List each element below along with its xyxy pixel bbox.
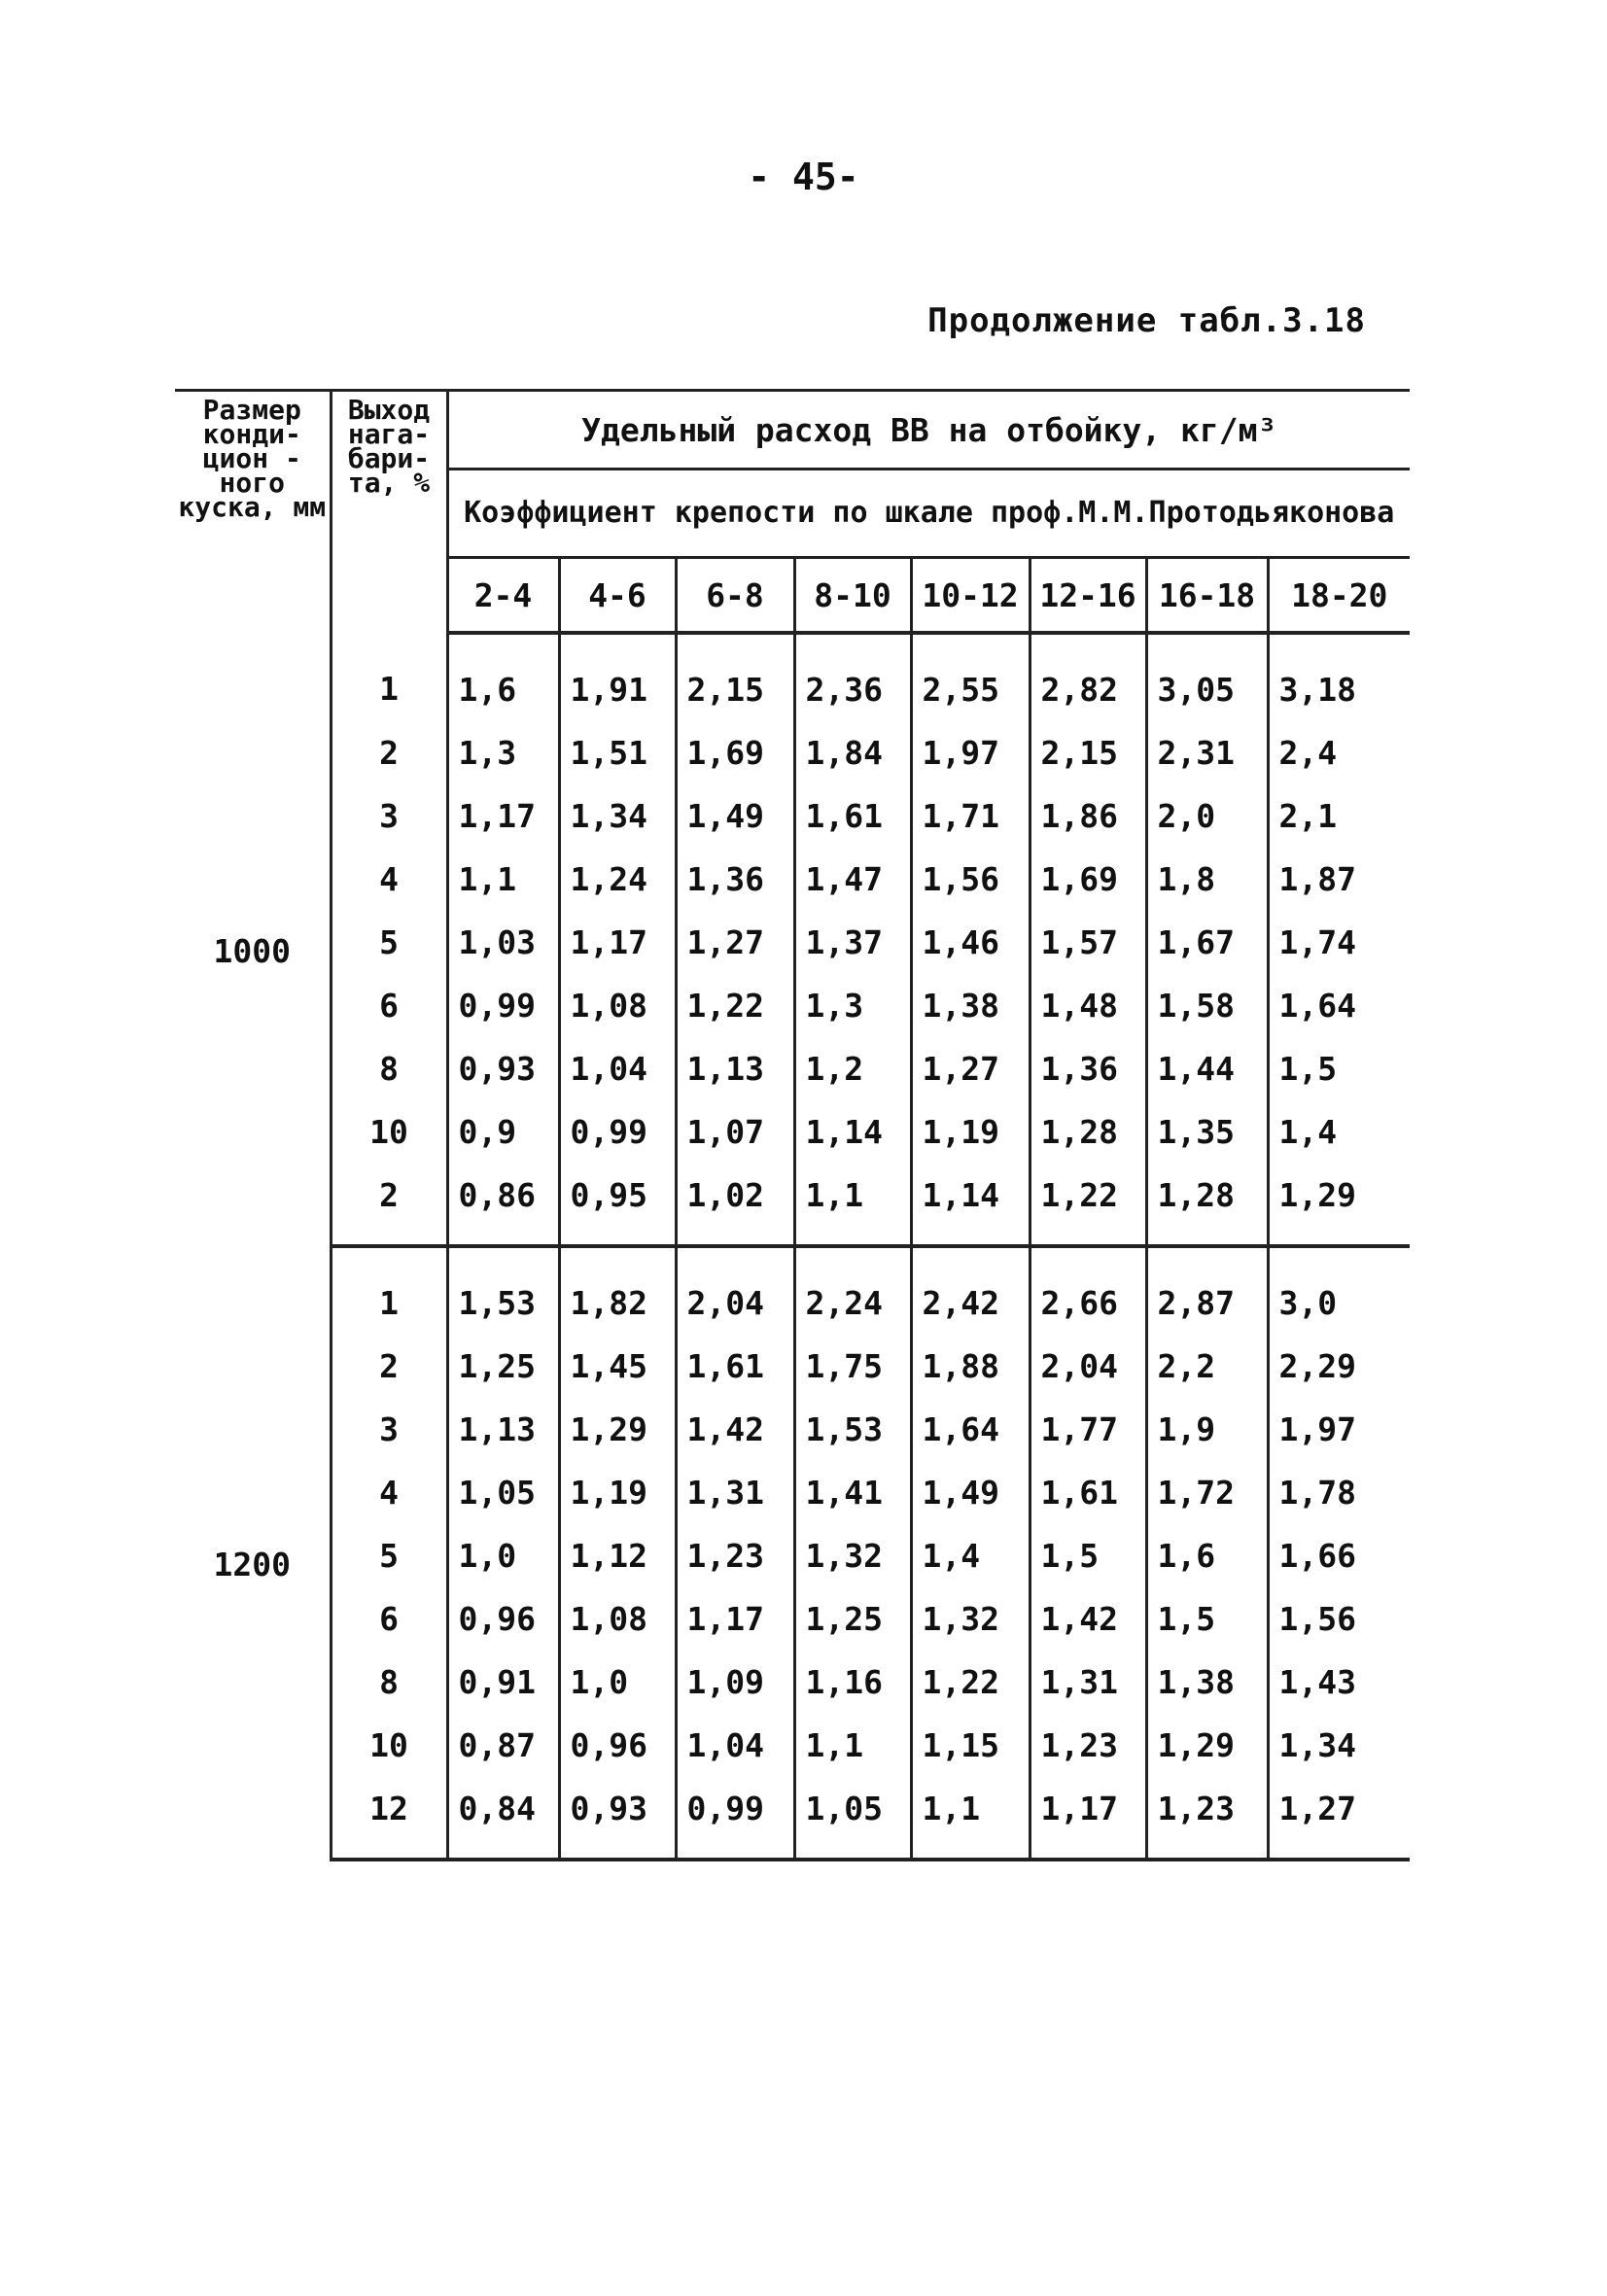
value-cell: 1,23	[1146, 1777, 1268, 1860]
value-cell: 1,6	[447, 633, 559, 721]
value-cell: 2,42	[911, 1246, 1030, 1335]
strength-column-header: 2-4	[447, 558, 559, 634]
table-row	[175, 1524, 1410, 1587]
value-cell: 1,34	[559, 784, 676, 848]
value-cell: 1,71	[911, 784, 1030, 848]
value-cell: 2,36	[794, 633, 911, 721]
value-cell: 1,3	[794, 974, 911, 1037]
yield-cell: 5	[331, 1524, 447, 1587]
value-cell: 1,02	[676, 1164, 794, 1246]
explosive-consumption-table	[175, 389, 1410, 1861]
table-caption: Продолжение табл.3.18	[927, 301, 1366, 340]
table-row	[175, 721, 1410, 784]
value-cell: 2,1	[1278, 797, 1338, 835]
value-cell: 3,18	[1278, 671, 1356, 709]
value-cell: 1,22	[1030, 1164, 1146, 1246]
value-cell: 1,66	[1278, 1537, 1356, 1575]
value-cell: 1,47	[794, 848, 911, 911]
table-row	[175, 1398, 1410, 1461]
value-cell: 1,1	[794, 1714, 911, 1777]
page-number: - 45-	[748, 156, 859, 198]
value-cell: 1,43	[1278, 1663, 1356, 1701]
value-cell: 1,1	[447, 848, 559, 911]
value-cell: 0,93	[447, 1037, 559, 1100]
value-cell: 1,64	[911, 1398, 1030, 1461]
value-cell: 1,61	[676, 1335, 794, 1398]
value-cell: 1,37	[794, 911, 911, 974]
value-cell: 1,23	[676, 1524, 794, 1587]
value-cell: 1,17	[559, 911, 676, 974]
table-row	[175, 1461, 1410, 1524]
value-cell: 1,22	[676, 974, 794, 1037]
value-cell: 3,0	[1278, 1284, 1338, 1322]
value-cell: 0,96	[559, 1714, 676, 1777]
table-row	[175, 784, 1410, 848]
size-group-cell: 1200	[175, 1246, 331, 1860]
value-cell: 2,04	[676, 1246, 794, 1335]
value-cell: 1,75	[794, 1335, 911, 1398]
value-cell: 2,55	[911, 633, 1030, 721]
yield-cell: 5	[331, 911, 447, 974]
yield-cell: 1	[331, 633, 447, 721]
yield-cell: 2	[331, 1335, 447, 1398]
table-bottom-edge	[175, 1861, 1419, 1910]
value-cell: 1,9	[1146, 1398, 1268, 1461]
value-cell: 1,28	[1146, 1164, 1268, 1246]
value-cell: 1,08	[559, 1587, 676, 1651]
value-cell: 1,32	[911, 1587, 1030, 1651]
value-cell: 2,82	[1030, 633, 1146, 721]
value-cell: 1,31	[1030, 1651, 1146, 1714]
value-cell: 2,29	[1278, 1347, 1356, 1385]
value-cell: 1,1	[911, 1777, 1030, 1860]
yield-cell: 10	[331, 1100, 447, 1164]
yield-cell: 6	[331, 1587, 447, 1651]
yield-cell: 3	[331, 1398, 447, 1461]
value-cell: 1,13	[447, 1398, 559, 1461]
value-cell: 1,5	[1146, 1587, 1268, 1651]
value-cell: 1,19	[911, 1100, 1030, 1164]
yield-cell: 2	[331, 1164, 447, 1246]
value-cell: 1,74	[1278, 923, 1356, 961]
value-cell: 2,15	[676, 633, 794, 721]
value-cell: 2,66	[1030, 1246, 1146, 1335]
size-group-cell: 1000	[175, 633, 331, 1246]
value-cell: 1,25	[794, 1587, 911, 1651]
value-cell: 1,77	[1030, 1398, 1146, 1461]
value-cell: 1,23	[1030, 1714, 1146, 1777]
value-cell: 3,05	[1146, 633, 1268, 721]
value-cell: 0,9	[447, 1100, 559, 1164]
yield-cell: 8	[331, 1651, 447, 1714]
value-cell: 0,96	[447, 1587, 559, 1651]
yield-cell: 8	[331, 1037, 447, 1100]
table-row	[175, 911, 1410, 974]
value-cell: 1,49	[676, 784, 794, 848]
value-cell: 1,8	[1146, 848, 1268, 911]
value-cell: 1,17	[447, 784, 559, 848]
value-cell: 1,64	[1278, 987, 1356, 1025]
value-cell: 1,27	[1268, 1777, 1410, 1860]
value-cell: 2,04	[1030, 1335, 1146, 1398]
value-cell: 2,4	[1278, 734, 1338, 772]
value-cell: 1,14	[911, 1164, 1030, 1246]
value-cell: 1,91	[559, 633, 676, 721]
value-cell: 1,45	[559, 1335, 676, 1398]
value-cell: 1,0	[447, 1524, 559, 1587]
value-cell: 1,15	[911, 1714, 1030, 1777]
value-cell: 1,04	[559, 1037, 676, 1100]
value-cell: 1,14	[794, 1100, 911, 1164]
value-cell: 1,09	[676, 1651, 794, 1714]
value-cell: 1,84	[794, 721, 911, 784]
value-cell: 1,22	[911, 1651, 1030, 1714]
yield-cell: 6	[331, 974, 447, 1037]
value-cell: 1,24	[559, 848, 676, 911]
value-cell: 1,04	[676, 1714, 794, 1777]
table-row	[175, 1164, 1410, 1246]
value-cell: 1,61	[794, 784, 911, 848]
table-row	[175, 1100, 1410, 1164]
value-cell: 1,03	[447, 911, 559, 974]
value-cell: 0,86	[447, 1164, 559, 1246]
value-cell: 1,88	[911, 1335, 1030, 1398]
value-cell: 1,13	[676, 1037, 794, 1100]
value-cell: 1,87	[1278, 860, 1356, 898]
value-cell: 1,42	[1030, 1587, 1146, 1651]
strength-column-header: 16-18	[1146, 558, 1268, 634]
value-cell: 1,61	[1030, 1461, 1146, 1524]
value-cell: 1,05	[447, 1461, 559, 1524]
value-cell: 1,08	[559, 974, 676, 1037]
value-cell: 1,56	[1278, 1600, 1356, 1638]
value-cell: 1,19	[559, 1461, 676, 1524]
value-cell: 1,05	[794, 1777, 911, 1860]
value-cell: 0,91	[447, 1651, 559, 1714]
value-cell: 1,1	[794, 1164, 911, 1246]
value-cell: 1,69	[1030, 848, 1146, 911]
value-cell: 1,27	[911, 1037, 1030, 1100]
yield-cell: 12	[331, 1777, 447, 1860]
value-cell: 1,82	[559, 1246, 676, 1335]
value-cell: 1,97	[911, 721, 1030, 784]
value-cell: 1,29	[559, 1398, 676, 1461]
value-cell: 1,12	[559, 1524, 676, 1587]
yield-cell: 1	[331, 1246, 447, 1335]
value-cell: 0,95	[559, 1164, 676, 1246]
value-cell: 1,4	[911, 1524, 1030, 1587]
value-cell: 1,67	[1146, 911, 1268, 974]
table-row	[175, 974, 1410, 1037]
value-cell: 1,34	[1278, 1726, 1356, 1764]
strength-column-header: 6-8	[676, 558, 794, 634]
table-row	[175, 1587, 1410, 1651]
value-cell: 1,4	[1278, 1113, 1338, 1151]
value-cell: 1,58	[1146, 974, 1268, 1037]
value-cell: 1,2	[794, 1037, 911, 1100]
value-cell: 1,78	[1278, 1474, 1356, 1512]
value-cell: 1,17	[1030, 1777, 1146, 1860]
value-cell: 1,27	[676, 911, 794, 974]
value-cell: 2,87	[1146, 1246, 1268, 1335]
value-cell: 0,99	[559, 1100, 676, 1164]
value-cell: 1,72	[1146, 1461, 1268, 1524]
value-cell: 1,17	[676, 1587, 794, 1651]
value-cell: 1,31	[676, 1461, 794, 1524]
value-cell: 0,99	[676, 1777, 794, 1860]
value-cell: 1,53	[447, 1246, 559, 1335]
value-cell: 1,49	[911, 1461, 1030, 1524]
yield-cell: 10	[331, 1714, 447, 1777]
value-cell: 1,69	[676, 721, 794, 784]
table-row	[175, 1246, 1410, 1335]
header-yield-column: Выход нага- бари- та, %	[331, 391, 447, 634]
value-cell: 1,29	[1146, 1714, 1268, 1777]
value-cell: 1,97	[1278, 1410, 1356, 1448]
value-cell: 2,2	[1146, 1335, 1268, 1398]
strength-column-header: 10-12	[911, 558, 1030, 634]
yield-cell: 4	[331, 848, 447, 911]
value-cell: 1,35	[1146, 1100, 1268, 1164]
value-cell: 1,41	[794, 1461, 911, 1524]
table-row	[175, 1651, 1410, 1714]
value-cell: 1,5	[1030, 1524, 1146, 1587]
value-cell: 1,56	[911, 848, 1030, 911]
yield-cell: 3	[331, 784, 447, 848]
value-cell: 1,07	[676, 1100, 794, 1164]
strength-column-header: 4-6	[559, 558, 676, 634]
table-row	[175, 1335, 1410, 1398]
value-cell: 1,86	[1030, 784, 1146, 848]
value-cell: 2,15	[1030, 721, 1146, 784]
value-cell: 1,46	[911, 911, 1030, 974]
data-table-container	[175, 389, 1419, 1910]
value-cell: 1,6	[1146, 1524, 1268, 1587]
header-strength-coefficient: Коэффициент крепости по шкале проф.М.М.Протодьяконова	[447, 470, 1410, 558]
value-cell: 1,29	[1268, 1164, 1410, 1246]
value-cell: 2,31	[1146, 721, 1268, 784]
value-cell: 1,53	[794, 1398, 911, 1461]
yield-cell: 4	[331, 1461, 447, 1524]
value-cell: 1,38	[1146, 1651, 1268, 1714]
value-cell: 0,93	[559, 1777, 676, 1860]
value-cell: 1,25	[447, 1335, 559, 1398]
table-row	[175, 848, 1410, 911]
table-body	[175, 633, 1410, 1860]
table-row	[175, 1714, 1410, 1777]
value-cell: 0,99	[447, 974, 559, 1037]
strength-column-header: 18-20	[1268, 558, 1410, 634]
value-cell: 1,5	[1278, 1050, 1338, 1088]
value-cell: 0,87	[447, 1714, 559, 1777]
yield-cell: 2	[331, 721, 447, 784]
value-cell: 1,0	[559, 1651, 676, 1714]
value-cell: 1,36	[1030, 1037, 1146, 1100]
value-cell: 1,3	[447, 721, 559, 784]
value-cell: 1,42	[676, 1398, 794, 1461]
value-cell: 0,84	[447, 1777, 559, 1860]
value-cell: 2,24	[794, 1246, 911, 1335]
value-cell: 1,44	[1146, 1037, 1268, 1100]
value-cell: 1,36	[676, 848, 794, 911]
table-row	[175, 1777, 1410, 1860]
strength-column-header: 8-10	[794, 558, 911, 634]
value-cell: 2,0	[1146, 784, 1268, 848]
header-size-column: Размер конди- цион - ного куска, мм	[175, 391, 331, 634]
value-cell: 1,51	[559, 721, 676, 784]
value-cell: 1,57	[1030, 911, 1146, 974]
table-row	[175, 1037, 1410, 1100]
table-row	[175, 633, 1410, 721]
table-header	[175, 391, 1410, 634]
strength-column-header: 12-16	[1030, 558, 1146, 634]
header-consumption: Удельный расход ВВ на отбойку, кг/м³	[447, 391, 1410, 470]
value-cell: 1,16	[794, 1651, 911, 1714]
value-cell: 1,38	[911, 974, 1030, 1037]
value-cell: 1,28	[1030, 1100, 1146, 1164]
value-cell: 1,32	[794, 1524, 911, 1587]
value-cell: 1,48	[1030, 974, 1146, 1037]
